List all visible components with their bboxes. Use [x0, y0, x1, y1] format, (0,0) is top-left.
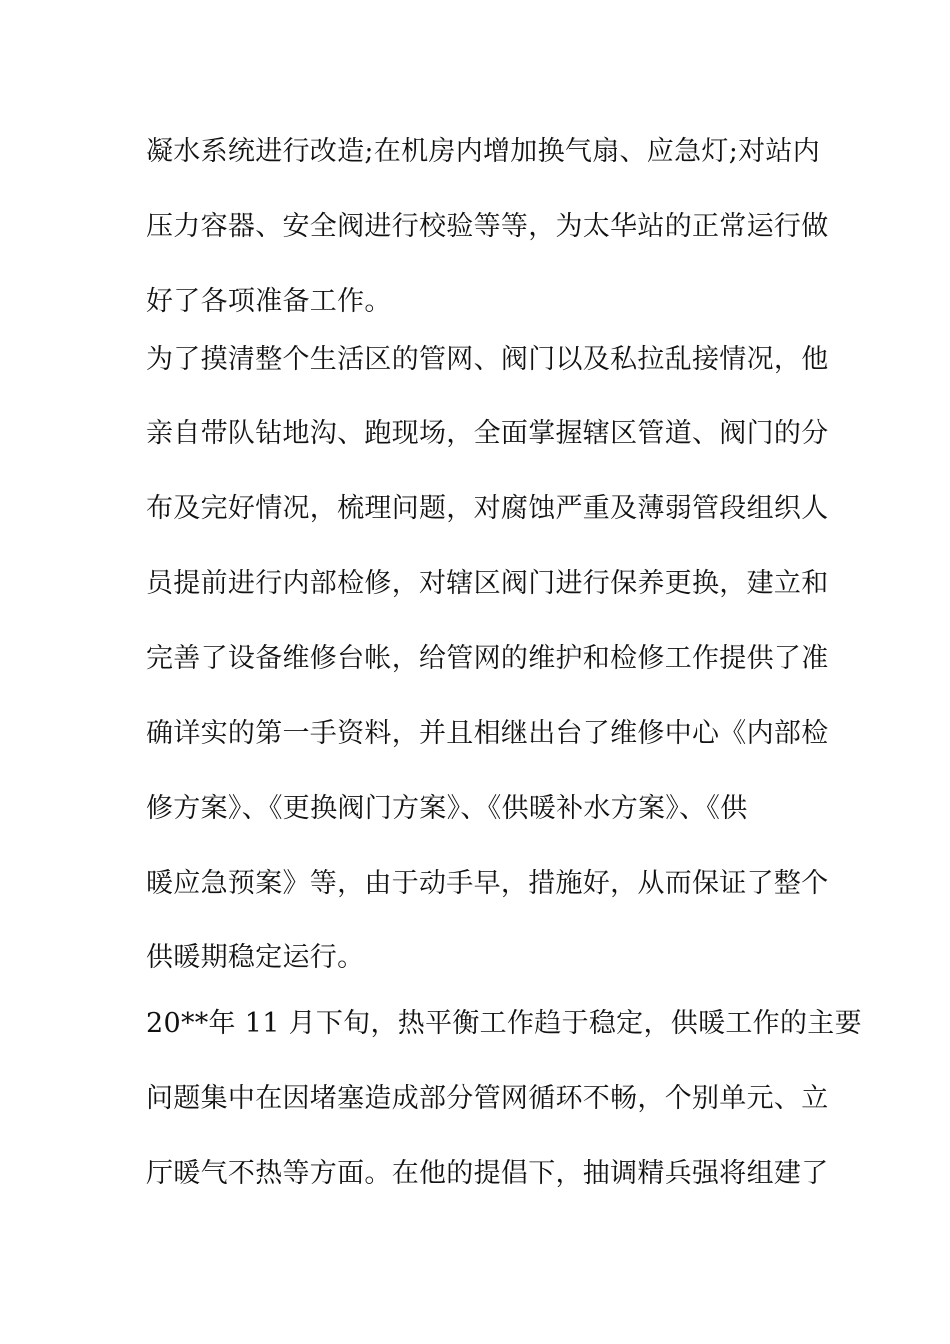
text-line: 完善了设备维修台帐，给管网的维护和检修工作提供了准: [146, 643, 829, 674]
text-line: 员提前进行内部检修，对辖区阀门进行保养更换，建立和: [146, 568, 829, 599]
text-line: 布及完好情况，梳理问题，对腐蚀严重及薄弱管段组织人: [146, 493, 829, 524]
text-line: 问题集中在因堵塞造成部分管网循环不畅，个别单元、立: [146, 1083, 829, 1114]
text-line: 压力容器、安全阀进行校验等等，为太华站的正常运行做: [146, 211, 829, 242]
text-line: 好了各项准备工作。: [146, 286, 392, 317]
text-line: 确详实的第一手资料，并且相继出台了维修中心《内部检: [146, 718, 829, 749]
text-line: 修方案》、《更换阀门方案》、《供暖补水方案》、《供: [146, 793, 748, 824]
text-line: 供暖期稳定运行。: [146, 942, 365, 973]
text-line: 亲自带队钻地沟、跑现场，全面掌握辖区管道、阀门的分: [146, 418, 829, 449]
text-line: 厅暖气不热等方面。在他的提倡下，抽调精兵强将组建了: [146, 1158, 829, 1189]
text-line: 凝水系统进行改造;在机房内增加换气扇、应急灯;对站内: [146, 136, 820, 167]
text-line: 20**年 11 月下旬，热平衡工作趋于稳定，供暖工作的主要: [146, 1008, 862, 1039]
text-line: 为了摸清整个生活区的管网、阀门以及私拉乱接情况，他: [146, 344, 829, 375]
text-line: 暖应急预案》等，由于动手早，措施好，从而保证了整个: [146, 868, 829, 899]
